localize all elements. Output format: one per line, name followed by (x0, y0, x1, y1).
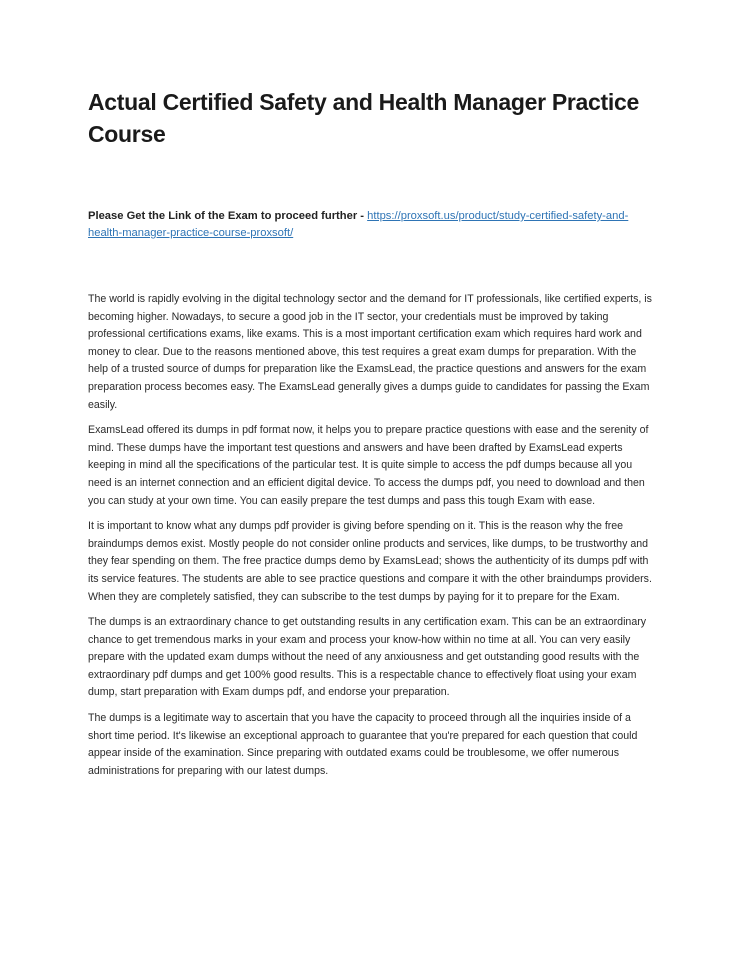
document-body (88, 291, 654, 780)
link-intro-text: Please Get the Link of the Exam to proceed further - (88, 210, 365, 222)
body-paragraph-5: The dumps is a legitimate way to ascertain that you have the capacity to proceed through all the inquiries inside of a short time period. It's likewise an exceptional approach to guarantee that you're prepared for each question that could appear inside of the examination. Since preparing with outdated exams could be troublesome, we offer numerous administrations for preparing with our latest dumps. (88, 712, 638, 777)
document-title: Actual Certified Safety and Health Manager Practice Course (88, 89, 639, 147)
document-page (88, 86, 654, 788)
exam-link-paragraph (88, 208, 654, 242)
body-paragraph-1: The world is rapidly evolving in the digital technology sector and the demand for IT professionals, like certified experts, is becoming higher. Nowadays, to secure a good job in the IT sector, your credentials must be improved by taking professional certifications exams, like exams. This is a most important certification exam which requires hard work and money to clear. Due to the reasons mentioned above, this test requires a great exam dumps for preparation. With the help of a trusted source of dumps for preparation like the ExamsLead, the practice questions and answers for the exam preparation process becomes easy. The ExamsLead generally gives a dumps guide to candidates for passing the Exam easily. (88, 293, 652, 411)
exam-link[interactable]: https://proxsoft.us/product/study-certified-safety-and-health-manager-practice-course-proxsoft/ (88, 210, 629, 239)
body-paragraph-2: ExamsLead offered its dumps in pdf format now, it helps you to prepare practice questions with ease and the serenity of mind. These dumps have the important test questions and answers and have been drafted by ExamsLead experts keeping in mind all the specifications of the particular test. It is quite simple to access the pdf dumps because all you need is an internet connection and an efficient digital device. To access the dumps pdf, you need to download and then you can study at your own time. You can easily prepare the test dumps and pass this tough Exam with ease. (88, 424, 649, 507)
body-paragraph-4: The dumps is an extraordinary chance to get outstanding results in any certification exam. This can be an extraordinary chance to get tremendous marks in your exam and process your know-how within no time at all. You can very easily prepare with the updated exam dumps without the need of any anxiousness and get outstanding good results with the extraordinary pdf dumps and get 100% good results. This is a respectable chance to effectively float using your exam dump, start preparation with Exam dumps pdf, and endorse your preparation. (88, 616, 647, 699)
body-paragraph-3: It is important to know what any dumps pdf provider is giving before spending on it. This is the reason why the free braindumps demos exist. Mostly people do not consider online products and services, like dumps, to be trustworthy and they fear spending on them. The free practice dumps demo by ExamsLead; shows the authenticity of its dumps pdf with its service features. The students are able to see practice questions and compare it with the other braindumps providers. When they are completely satisfied, they can subscribe to the test dumps by paying for it to prepare for the Exam. (88, 520, 652, 603)
